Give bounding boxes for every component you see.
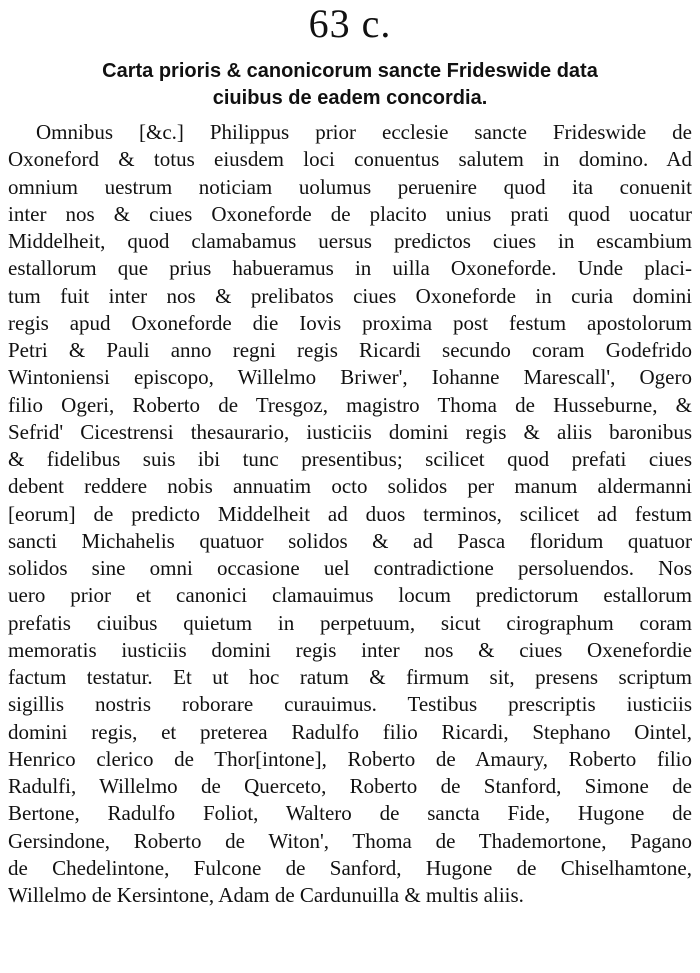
body-line: omnium uestrum noticiam uolumus peruenire quod ita conuenit [8,174,692,199]
body-line: factum testatur. Et ut hoc ratum & firmum sit, presens scriptum [8,665,692,689]
body-line: regis apud Oxoneforde die Iovis proxima post festum apostolorum [8,310,692,335]
body-line: Middelheit, quod clamabamus uersus predictos ciues in escambium [8,229,692,253]
body-line: inter nos & ciues Oxoneforde de placito unius prati quod uocatur [8,201,692,226]
document-title [30,58,670,112]
body-line: Wintoniensi episcopo, Willelmo Briwer', Iohanne Marescall', Ogero [8,365,692,390]
body-line: filio Ogeri, Roberto de Tresgoz, magistro Thoma de Husseburne, & [8,392,692,417]
document-number: 63 c. [308,1,392,46]
body-line: Radulfi, Willelmo de Querceto, Roberto de Stanford, Simone de [8,774,692,798]
body-line: domini regis, et preterea Radulfo filio Ricardi, Stephano Ointel, [8,719,692,744]
body-line: tum fuit inter nos & prelibatos ciues Oxoneforde in curia domini [8,283,692,308]
title-line: ciuibus de eadem concordia. [212,87,488,109]
body-line: de Chedelintone, Fulcone de Sanford, Hugone de Chiselhamtone, [8,855,692,880]
body-line: debent reddere nobis annuatim octo solidos per manum aldermanni [8,474,692,499]
body-line: Willelmo de Kersintone, Adam de Cardunuilla & multis aliis. [8,883,524,907]
body-line: prefatis ciuibus quietum in perpetuum, sicut cirographum coram [8,610,692,635]
body-line: estallorum que prius habueramus in uilla Oxoneforde. Unde placi- [8,256,692,281]
body-line: Omnibus [&c.] Philippus prior ecclesie sancte Frideswide de [36,120,692,144]
body-line: Sefrid' Cicestrensi thesaurario, iusticiis domini regis & aliis baronibus [8,419,692,444]
body-line: Gersindone, Roberto de Witon', Thoma de Thademortone, Pagano [8,828,692,853]
body-line: sancti Michahelis quatuor solidos & ad Pasca floridum quatuor [8,528,692,553]
title-line: Carta prioris & canonicorum sancte Frideswide data [102,60,598,82]
body-line: Bertone, Radulfo Foliot, Waltero de sancta Fide, Hugone de [8,801,692,826]
body-line: solidos sine omni occasione uel contradictione persoluendos. Nos [8,556,692,580]
body-line: Petri & Pauli anno regni regis Ricardi secundo coram Godefrido [8,338,692,362]
body-line: sigillis nostris roborare curauimus. Testibus prescriptis iusticiis [8,692,692,717]
body-line: [eorum] de predicto Middelheit ad duos terminos, scilicet ad festum [8,501,692,526]
body-line: & fidelibus suis ibi tunc presentibus; scilicet quod prefati ciues [8,447,692,471]
body-line: memoratis iusticiis domini regis inter nos & ciues Oxenefordie [8,637,692,662]
body-line: Oxoneford & totus eiusdem loci conuentus salutem in domino. Ad [8,147,692,172]
body-line: Henrico clerico de Thor[intone], Roberto de Amaury, Roberto filio [8,746,692,771]
body-line: uero prior et canonici clamauimus locum predictorum estallorum [8,583,692,608]
